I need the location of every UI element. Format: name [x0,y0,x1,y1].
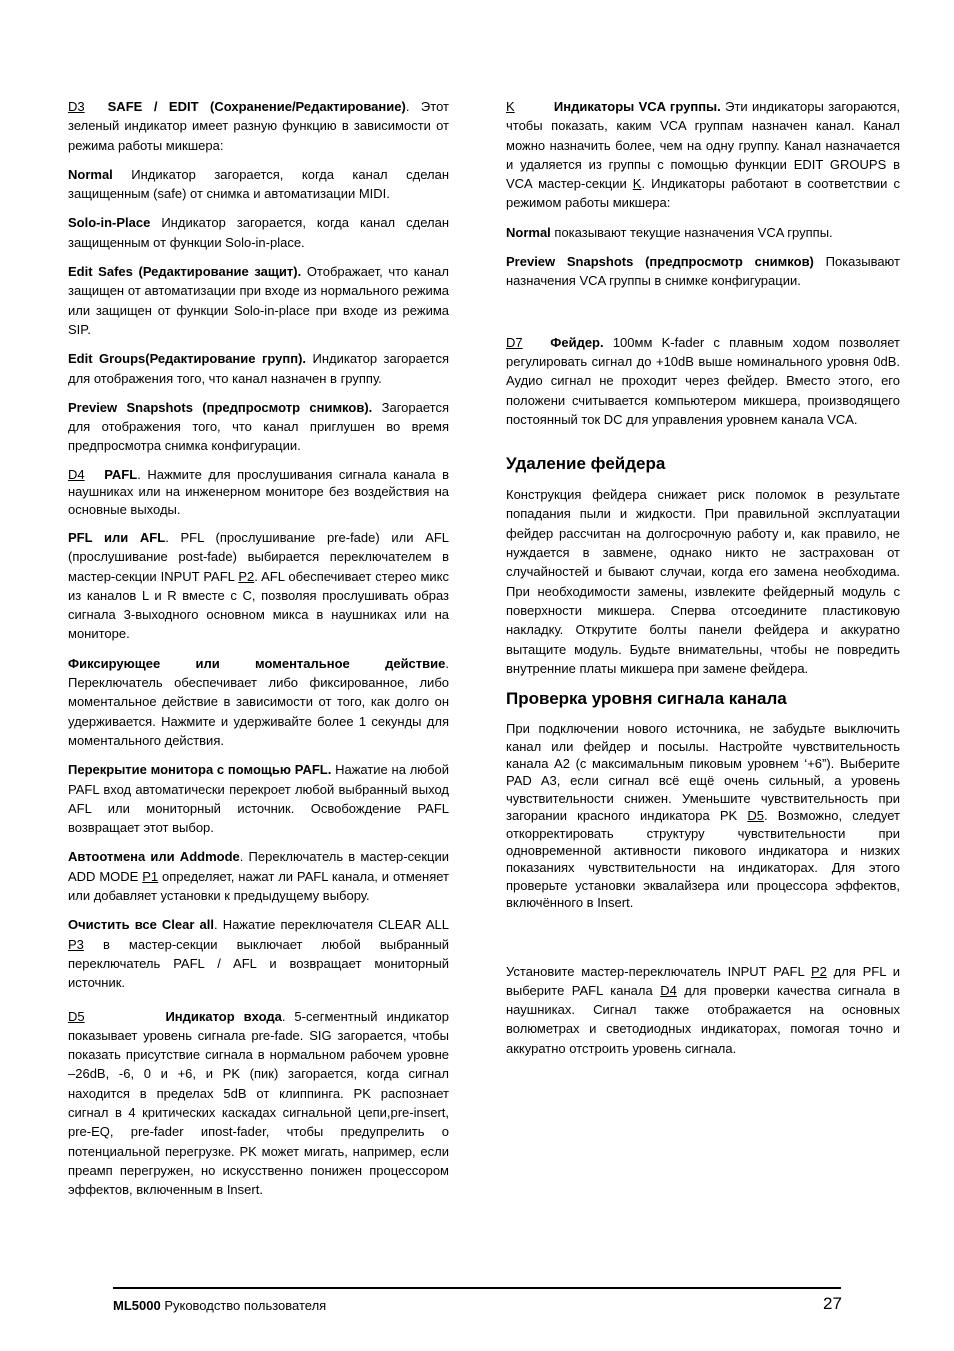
clear-paragraph [68,915,449,992]
clear-text-a: . Нажатие переключателя CLEAR ALL [213,917,449,933]
d6-text-b: . Индикаторы работают в соответствии с режимом работы микшера: [506,176,900,211]
d4-paragraph [68,466,449,518]
latch-paragraph [68,654,449,750]
edit-safes-text: Отображает, что канал защищен от автоматизации при входе из нормального режима или защищен от функции Solo-in-place при входе из режима SIP. [68,264,449,337]
d7-title: Фейдер. [550,334,604,350]
vca-normal-paragraph [506,223,900,242]
preview-paragraph [68,398,449,456]
pfl-title: PFL или AFL [68,529,166,545]
d6-paragraph [506,97,900,213]
preview-title: Preview Snapshots (предпросмотр снимков). [68,399,373,415]
pafl-text-c: для проверки качества сигнала в наушниках. Сигнал также отображается на основных волюметрах и светодиодных индикаторах, помогая точно и аккуратно отстроить уровень сигнала. [506,982,900,1056]
level-text-b: . Возможно, следует откорректировать структуру чувствительности при одновременной активности пикового индикатора и низких показаниях чувствительности на индикаторах. Для этого проверьте установки эквалайзера или процессора эффектов, включённого в Insert. [506,808,900,911]
addmode-text-b: определяет, нажат ли PAFL канала, и отменяет или добавляет установки к предыдущему выбору. [68,868,449,904]
d4-title: PAFL [104,466,138,482]
edit-safes-title: Edit Safes (Редактирование защит). [68,264,302,280]
ref-d4: D4 [68,466,85,482]
ref-p2: P2 [238,568,255,584]
pfl-text-b: . AFL обеспечивает стерео микс из каналов L и R вместе с C, позволяя прослушивать образ сигнала 3-выходного основном микса в наушниках или на мониторе. [68,568,449,642]
pfl-paragraph [68,528,449,644]
vca-preview-paragraph [506,252,900,291]
d7-paragraph [506,333,900,429]
d3-paragraph [68,97,449,155]
d3-text: . Этот зеленый индикатор имеет разную функцию в зависимости от режима работы микшера: [68,99,449,153]
override-paragraph [68,760,449,837]
page-number: 27 [823,1294,842,1313]
solo-text: Индикатор загорается, когда канал сделан защищенным от функции Solo-in-place. [68,215,449,250]
footer-manual-title: Руководство пользователя [160,1298,327,1313]
d6-title: Индикаторы VCA группы. [553,99,721,114]
d4-block [68,466,449,518]
latch-text: . Переключатель обеспечивает либо фиксированное, либо моментальное действие в зависимости от того, как долго он удерживается. Нажмите и удерживайте более 1 секунды для моментального действия. [68,655,449,748]
addmode-text-a: . Переключатель в мастер-секции ADD MODE [68,849,450,884]
signal-level-heading: Проверка уровня сигнала канала [506,689,787,709]
override-title: Перекрытие монитора с помощью PAFL. [68,762,332,778]
pfl-text-a: . PFL (прослушивание pre-fade) или AFL (прослушивание post-fade) выбирается переключателем в мастер-секции INPUT PAFL [68,529,449,584]
ref-level-d5: D5 [747,808,764,824]
right-column [506,97,900,1068]
signal-level-text [506,720,900,911]
vca-preview-title: Preview Snapshots (предпросмотр снимков) [506,254,814,270]
fader-removal-heading: Удаление фейдера [506,454,666,474]
d3-title: SAFE / EDIT (Сохранение/Редактирование) [107,99,406,114]
vca-normal-title: Normal [506,224,551,240]
ref-d3: D3 [68,99,85,114]
override-text: Нажатие на любой PAFL вход автоматически перекроет любой выбранный выход AFL или мониторный источник. Освобождение PAFL возвращает этот выбор. [68,762,449,836]
ref-d6: K [506,99,515,114]
fader-removal-text: Конструкция фейдера снижает риск поломок в результате попадания пыли и жидкости. При правильной эксплуатации фейдер рассчитан на долгосрочную работу и, как правило, не нуждается в завмене, однако никто не застрахован от случайностей и бывают случаи, когда его замена необходима. При необходимости замены, извлеките фейдерный модуль с поверхности микшера. Сперва отсоедините пластиковую накладку. Открутите болты панели фейдера и аккуратно вытащите модуль. Будьте внимательны, чтобы не повредить внутренние платы микшера при замене фейдера. [506,487,900,676]
d5-title: Индикатор входа [165,1008,282,1024]
d7-text: 100мм K-fader с плавным ходом позволяет регулировать сигнал до +10dB выше номинального уровня 0dB. Аудио сигнал не проходит через фейдер. Вместо этого, его положени считывается компьютером микшера, производящего постоянный ток DC для управления уровнем канала VCA. [506,334,900,427]
d4-text: . Нажмите для прослушивания сигнала канала в наушниках или на инженерном мониторе без воздействия на основные выходы. [68,466,449,517]
pafl-text-a: Установите мастер-переключатель INPUT PAFL [506,963,811,979]
level-text-a: При подключении нового источника, не забудьте выключить канал или фейдер и посылы. Настройте чувствительность канала A2 (с максимальным пиковым уровнем ‘+6”). Выберите PAD A3, если сигнал всё ещё очень сильный, а уровень чувствительности снижен. Уменьшите чувствительность при загорании красного индикатора PK [506,721,900,824]
footer-model: ML5000 [113,1298,161,1313]
ref-pafl-p2: P2 [810,963,827,979]
ref-p3: P3 [68,936,84,952]
preview-text: Загорается для отображения того, что канал приглушен во время предпросмотра снимка конфигурации. [68,399,449,454]
solo-paragraph [68,213,449,252]
vca-normal-text: показывают текущие назначения VCA группы. [550,224,833,240]
edit-safes-paragraph [68,262,449,339]
clear-title: Очистить все Clear all [68,917,214,933]
footer-rule [113,1287,841,1289]
ref-d5: D5 [68,1008,85,1024]
addmode-title: Автоотмена или Addmode [68,849,240,865]
d6-text-a: Эти индикаторы загораются, чтобы показать, каким VCA группам назначен канал. Канал можно назначить более, чем на одну группу. Канал назначается и удаляется из группы с помощью функции EDIT GROUPS в VCA мастер-секции [506,99,900,192]
edit-groups-title: Edit Groups(Редактирование групп). [68,351,307,367]
ref-d7: D7 [506,334,523,350]
normal-paragraph [68,165,449,204]
signal-level-block [506,720,900,911]
edit-groups-text: Индикатор загорается для отображения того, что канал назначен в группу. [68,351,449,386]
normal-title: Normal [68,166,113,182]
vca-preview-text: Показывают назначения VCA группы в снимке конфигурации. [506,254,900,289]
pafl-check-paragraph [506,962,900,1058]
ref-pafl-d4: D4 [660,982,677,998]
d5-paragraph [68,1007,449,1200]
d5-text: . 5-сегментный индикатор показывает уровень сигнала pre-fade. SIG загорается, чтобы показать присутствие сигнала в нормальном рабочем уровне –26dB, -6, 0 и +6, и PK (пик) загорается, когда сигнал находится в пределах 5dB от клиппинга. PK распознает сигнал в 4 критических каскадах сигнальной цепи,pre-insert, pre-EQ, pre-fader ипost-fader, чтобы предупрелить о потенциальной перегрузке. PK может мигать, например, если преамп перегружен, но искусственно понижен процессором эффектов, включенным в Insert. [68,1008,449,1198]
normal-text: Индикатор загорается, когда канал сделан защищенным (safe) от снимка и автоматизации MIDI. [68,166,449,202]
ref-p1: P1 [142,868,159,884]
addmode-paragraph [68,847,449,905]
pafl-text-b: для PFL и выберите PAFL канала [506,963,900,998]
ref-k: K [632,176,642,192]
footer-title [113,1298,326,1313]
edit-groups-paragraph [68,349,449,388]
solo-title: Solo-in-Place [68,215,151,231]
clear-text-b: в мастер-секции выключает любой выбранный переключатель PAFL / AFL и возвращает мониторный источник. [68,936,449,991]
latch-title: Фиксирующее или моментальное действие [68,655,446,671]
left-column [68,97,449,1209]
